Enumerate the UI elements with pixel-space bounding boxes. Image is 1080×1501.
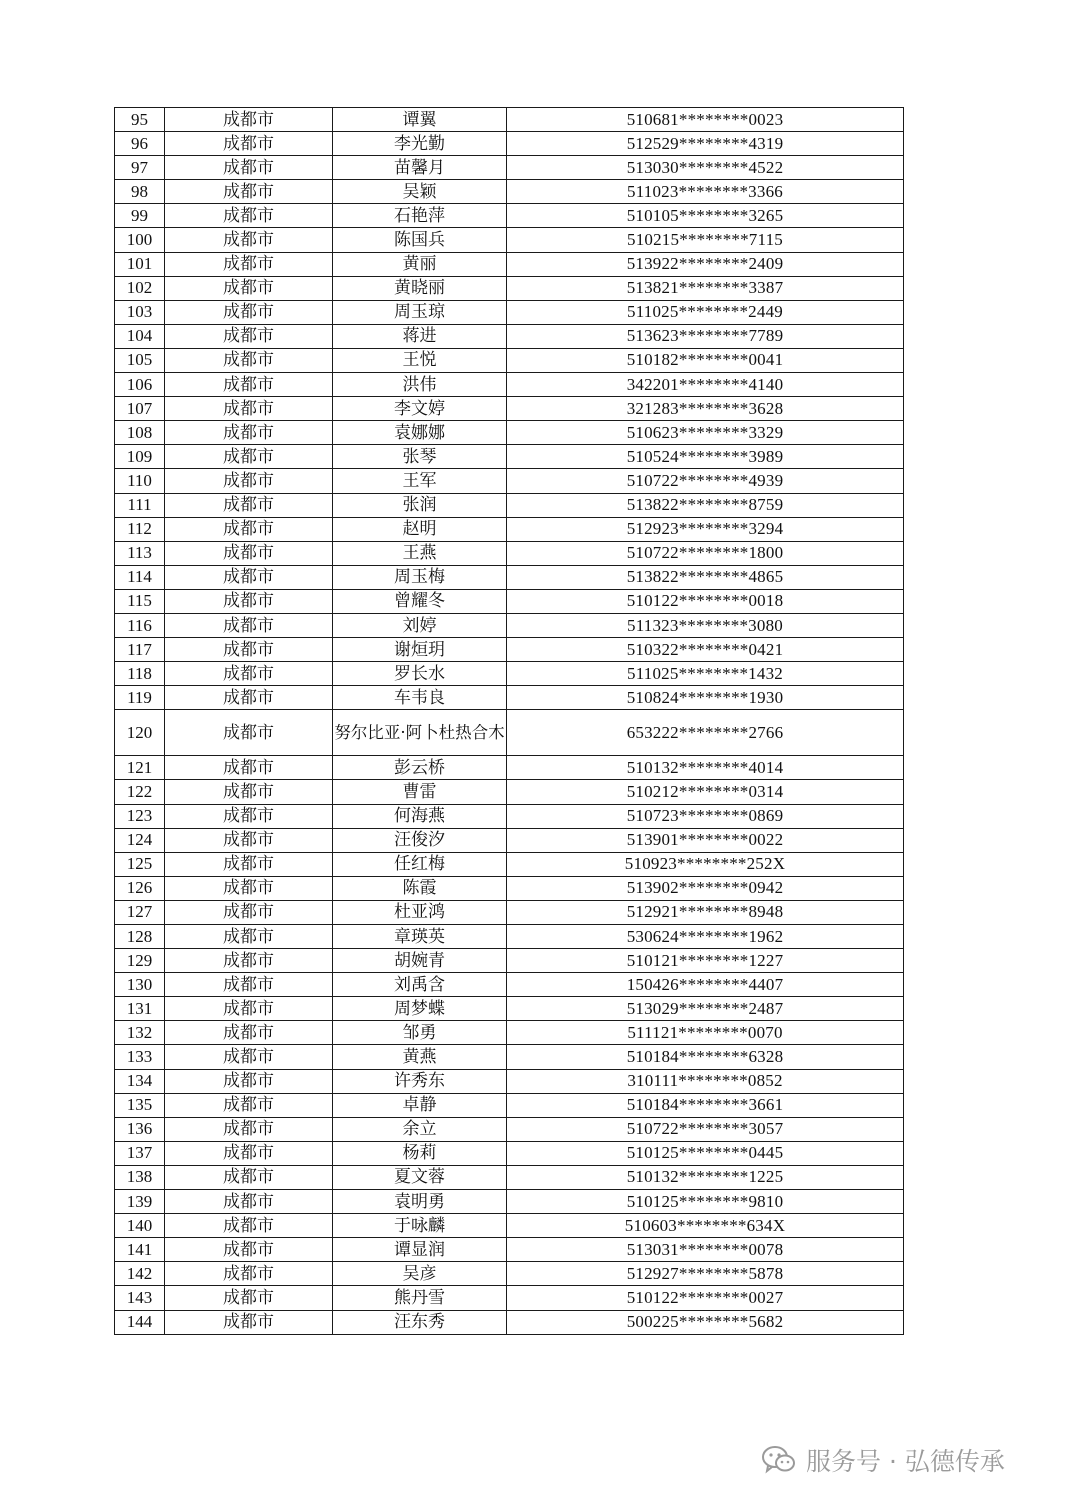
row-number: 106 [115, 373, 165, 397]
row-number: 115 [115, 589, 165, 613]
row-name: 陈国兵 [333, 228, 507, 252]
row-city: 成都市 [165, 156, 333, 180]
table-row [115, 662, 904, 686]
row-id-number: 513902********0942 [507, 876, 904, 900]
row-city: 成都市 [165, 876, 333, 900]
row-number: 144 [115, 1310, 165, 1334]
row-name: 许秀东 [333, 1069, 507, 1093]
row-number: 105 [115, 348, 165, 372]
row-number: 102 [115, 276, 165, 300]
row-city: 成都市 [165, 828, 333, 852]
row-city: 成都市 [165, 1117, 333, 1141]
row-name: 王军 [333, 469, 507, 493]
row-name: 赵明 [333, 517, 507, 541]
row-city: 成都市 [165, 348, 333, 372]
table-row [115, 565, 904, 589]
row-name: 胡婉青 [333, 949, 507, 973]
row-id-number: 510184********3661 [507, 1093, 904, 1117]
row-name: 张琴 [333, 445, 507, 469]
row-name: 谭翼 [333, 108, 507, 132]
row-name: 章瑛英 [333, 925, 507, 949]
row-name: 曾耀冬 [333, 589, 507, 613]
row-city: 成都市 [165, 638, 333, 662]
row-number: 100 [115, 228, 165, 252]
row-city: 成都市 [165, 1021, 333, 1045]
table-row [115, 613, 904, 637]
row-id-number: 512529********4319 [507, 132, 904, 156]
table-row [115, 1286, 904, 1310]
table-row [115, 132, 904, 156]
row-number: 112 [115, 517, 165, 541]
row-number: 123 [115, 804, 165, 828]
table-row [115, 421, 904, 445]
row-id-number: 510722********1800 [507, 541, 904, 565]
table-row [115, 852, 904, 876]
row-city: 成都市 [165, 565, 333, 589]
table-row [115, 1069, 904, 1093]
table-row [115, 156, 904, 180]
row-city: 成都市 [165, 1093, 333, 1117]
table-row [115, 517, 904, 541]
row-city: 成都市 [165, 1310, 333, 1334]
table-row [115, 589, 904, 613]
row-id-number: 510121********1227 [507, 949, 904, 973]
row-id-number: 510125********0445 [507, 1141, 904, 1165]
row-id-number: 513901********0022 [507, 828, 904, 852]
watermark-text: 服务号 · 弘德传承 [806, 1447, 1005, 1476]
row-id-number: 510122********0027 [507, 1286, 904, 1310]
roster-table [114, 107, 904, 1335]
row-id-number: 510603********634X [507, 1214, 904, 1238]
row-name: 石艳萍 [333, 204, 507, 228]
row-id-number: 510524********3989 [507, 445, 904, 469]
row-city: 成都市 [165, 973, 333, 997]
table-row [115, 900, 904, 924]
row-id-number: 510215********7115 [507, 228, 904, 252]
table-row [115, 1093, 904, 1117]
row-name: 刘禹含 [333, 973, 507, 997]
row-city: 成都市 [165, 1045, 333, 1069]
row-number: 128 [115, 925, 165, 949]
row-name: 洪伟 [333, 373, 507, 397]
row-name: 李光勤 [333, 132, 507, 156]
table-row [115, 1238, 904, 1262]
row-name: 邹勇 [333, 1021, 507, 1045]
row-id-number: 150426********4407 [507, 973, 904, 997]
row-number: 113 [115, 541, 165, 565]
row-id-number: 510105********3265 [507, 204, 904, 228]
row-number: 126 [115, 876, 165, 900]
row-number: 108 [115, 421, 165, 445]
row-id-number: 510132********1225 [507, 1165, 904, 1189]
row-id-number: 512927********5878 [507, 1262, 904, 1286]
row-number: 109 [115, 445, 165, 469]
table-row [115, 925, 904, 949]
row-name: 曹雷 [333, 780, 507, 804]
row-city: 成都市 [165, 1214, 333, 1238]
row-city: 成都市 [165, 852, 333, 876]
row-id-number: 510681********0023 [507, 108, 904, 132]
row-city: 成都市 [165, 900, 333, 924]
row-name: 卓静 [333, 1093, 507, 1117]
row-city: 成都市 [165, 204, 333, 228]
row-city: 成都市 [165, 1165, 333, 1189]
row-number: 125 [115, 852, 165, 876]
row-name: 彭云桥 [333, 756, 507, 780]
row-number: 139 [115, 1190, 165, 1214]
row-number: 103 [115, 300, 165, 324]
row-number: 124 [115, 828, 165, 852]
row-name: 蒋进 [333, 324, 507, 348]
row-id-number: 500225********5682 [507, 1310, 904, 1334]
row-id-number: 513822********8759 [507, 493, 904, 517]
row-id-number: 512921********8948 [507, 900, 904, 924]
table-row [115, 756, 904, 780]
table-row [115, 997, 904, 1021]
row-number: 104 [115, 324, 165, 348]
row-id-number: 511323********3080 [507, 613, 904, 637]
row-city: 成都市 [165, 252, 333, 276]
wechat-icon [762, 1445, 796, 1475]
row-city: 成都市 [165, 756, 333, 780]
row-id-number: 513030********4522 [507, 156, 904, 180]
row-name: 谢烜玥 [333, 638, 507, 662]
row-name: 杨莉 [333, 1141, 507, 1165]
row-name: 黄丽 [333, 252, 507, 276]
row-city: 成都市 [165, 493, 333, 517]
row-name: 何海燕 [333, 804, 507, 828]
table-row [115, 804, 904, 828]
row-number: 110 [115, 469, 165, 493]
row-number: 107 [115, 397, 165, 421]
row-name: 汪俊汐 [333, 828, 507, 852]
row-name: 王悦 [333, 348, 507, 372]
table-row [115, 324, 904, 348]
row-city: 成都市 [165, 613, 333, 637]
row-city: 成都市 [165, 421, 333, 445]
table-row [115, 1214, 904, 1238]
row-name: 周玉琼 [333, 300, 507, 324]
row-id-number: 342201********4140 [507, 373, 904, 397]
row-number: 130 [115, 973, 165, 997]
row-number: 117 [115, 638, 165, 662]
row-city: 成都市 [165, 324, 333, 348]
row-id-number: 510322********0421 [507, 638, 904, 662]
row-name: 周梦蝶 [333, 997, 507, 1021]
row-number: 127 [115, 900, 165, 924]
row-number: 95 [115, 108, 165, 132]
row-name: 余立 [333, 1117, 507, 1141]
row-id-number: 510623********3329 [507, 421, 904, 445]
row-name: 熊丹雪 [333, 1286, 507, 1310]
row-city: 成都市 [165, 300, 333, 324]
row-number: 97 [115, 156, 165, 180]
row-city: 成都市 [165, 1238, 333, 1262]
row-number: 138 [115, 1165, 165, 1189]
row-name: 夏文蓉 [333, 1165, 507, 1189]
row-name: 吴彦 [333, 1262, 507, 1286]
row-number: 111 [115, 493, 165, 517]
row-number: 132 [115, 1021, 165, 1045]
row-name: 刘婷 [333, 613, 507, 637]
row-name: 黄燕 [333, 1045, 507, 1069]
table-row [115, 493, 904, 517]
row-city: 成都市 [165, 662, 333, 686]
table-row [115, 348, 904, 372]
row-id-number: 653222********2766 [507, 710, 904, 756]
table-row [115, 541, 904, 565]
watermark [762, 1436, 1005, 1484]
row-number: 142 [115, 1262, 165, 1286]
row-number: 116 [115, 613, 165, 637]
row-name: 周玉梅 [333, 565, 507, 589]
row-id-number: 510132********4014 [507, 756, 904, 780]
row-city: 成都市 [165, 397, 333, 421]
row-number: 129 [115, 949, 165, 973]
row-number: 143 [115, 1286, 165, 1310]
row-number: 118 [115, 662, 165, 686]
table-row [115, 973, 904, 997]
row-name: 苗馨月 [333, 156, 507, 180]
row-city: 成都市 [165, 469, 333, 493]
table-row [115, 108, 904, 132]
roster-body [115, 108, 904, 1335]
row-number: 101 [115, 252, 165, 276]
row-name: 谭显润 [333, 1238, 507, 1262]
table-row [115, 780, 904, 804]
row-city: 成都市 [165, 710, 333, 756]
row-number: 133 [115, 1045, 165, 1069]
row-name: 罗长水 [333, 662, 507, 686]
row-id-number: 511025********2449 [507, 300, 904, 324]
table-row [115, 300, 904, 324]
table-row [115, 1262, 904, 1286]
row-id-number: 510923********252X [507, 852, 904, 876]
row-name: 于咏麟 [333, 1214, 507, 1238]
row-number: 98 [115, 180, 165, 204]
row-name: 袁娜娜 [333, 421, 507, 445]
row-city: 成都市 [165, 1069, 333, 1093]
row-id-number: 511025********1432 [507, 662, 904, 686]
table-row [115, 638, 904, 662]
row-name: 陈霞 [333, 876, 507, 900]
row-number: 131 [115, 997, 165, 1021]
row-city: 成都市 [165, 373, 333, 397]
row-id-number: 530624********1962 [507, 925, 904, 949]
table-row [115, 1021, 904, 1045]
row-id-number: 310111********0852 [507, 1069, 904, 1093]
row-name: 黄晓丽 [333, 276, 507, 300]
row-city: 成都市 [165, 949, 333, 973]
table-row [115, 1190, 904, 1214]
row-name: 张润 [333, 493, 507, 517]
row-city: 成都市 [165, 780, 333, 804]
row-id-number: 513029********2487 [507, 997, 904, 1021]
row-id-number: 321283********3628 [507, 397, 904, 421]
row-city: 成都市 [165, 228, 333, 252]
table-row [115, 228, 904, 252]
row-name: 杜亚鸿 [333, 900, 507, 924]
row-id-number: 513821********3387 [507, 276, 904, 300]
row-number: 120 [115, 710, 165, 756]
table-row [115, 1165, 904, 1189]
table-row [115, 828, 904, 852]
row-name: 汪东秀 [333, 1310, 507, 1334]
row-id-number: 510122********0018 [507, 589, 904, 613]
row-name: 吴颖 [333, 180, 507, 204]
row-name: 任红梅 [333, 852, 507, 876]
row-number: 114 [115, 565, 165, 589]
row-city: 成都市 [165, 1262, 333, 1286]
row-number: 134 [115, 1069, 165, 1093]
table-row [115, 180, 904, 204]
row-city: 成都市 [165, 1190, 333, 1214]
row-city: 成都市 [165, 541, 333, 565]
row-number: 122 [115, 780, 165, 804]
table-row [115, 1310, 904, 1334]
table-row [115, 397, 904, 421]
row-id-number: 513031********0078 [507, 1238, 904, 1262]
table-row [115, 252, 904, 276]
row-name: 王燕 [333, 541, 507, 565]
row-id-number: 513922********2409 [507, 252, 904, 276]
table-row [115, 373, 904, 397]
table-row [115, 469, 904, 493]
row-city: 成都市 [165, 276, 333, 300]
row-id-number: 510184********6328 [507, 1045, 904, 1069]
table-row [115, 1045, 904, 1069]
row-id-number: 512923********3294 [507, 517, 904, 541]
table-row [115, 1141, 904, 1165]
row-id-number: 510722********3057 [507, 1117, 904, 1141]
row-id-number: 511023********3366 [507, 180, 904, 204]
row-id-number: 510182********0041 [507, 348, 904, 372]
row-name: 李文婷 [333, 397, 507, 421]
table-row [115, 949, 904, 973]
row-city: 成都市 [165, 804, 333, 828]
row-city: 成都市 [165, 180, 333, 204]
row-city: 成都市 [165, 108, 333, 132]
row-id-number: 510722********4939 [507, 469, 904, 493]
row-number: 137 [115, 1141, 165, 1165]
row-number: 99 [115, 204, 165, 228]
row-number: 136 [115, 1117, 165, 1141]
table-row [115, 276, 904, 300]
table-row [115, 710, 904, 756]
row-city: 成都市 [165, 997, 333, 1021]
row-id-number: 510723********0869 [507, 804, 904, 828]
table-row [115, 686, 904, 710]
table-row [115, 876, 904, 900]
row-id-number: 511121********0070 [507, 1021, 904, 1045]
row-city: 成都市 [165, 925, 333, 949]
row-id-number: 510824********1930 [507, 686, 904, 710]
row-id-number: 513822********4865 [507, 565, 904, 589]
row-number: 141 [115, 1238, 165, 1262]
row-number: 96 [115, 132, 165, 156]
row-city: 成都市 [165, 132, 333, 156]
row-id-number: 510125********9810 [507, 1190, 904, 1214]
row-id-number: 510212********0314 [507, 780, 904, 804]
row-number: 121 [115, 756, 165, 780]
row-city: 成都市 [165, 589, 333, 613]
row-city: 成都市 [165, 517, 333, 541]
row-number: 135 [115, 1093, 165, 1117]
row-city: 成都市 [165, 686, 333, 710]
row-name: 努尔比亚·阿卜杜热合木 [333, 710, 507, 756]
table-row [115, 1117, 904, 1141]
table-row [115, 445, 904, 469]
row-id-number: 513623********7789 [507, 324, 904, 348]
table-row [115, 204, 904, 228]
row-name: 袁明勇 [333, 1190, 507, 1214]
row-city: 成都市 [165, 1286, 333, 1310]
row-city: 成都市 [165, 1141, 333, 1165]
row-number: 140 [115, 1214, 165, 1238]
row-name: 车韦良 [333, 686, 507, 710]
row-city: 成都市 [165, 445, 333, 469]
row-number: 119 [115, 686, 165, 710]
